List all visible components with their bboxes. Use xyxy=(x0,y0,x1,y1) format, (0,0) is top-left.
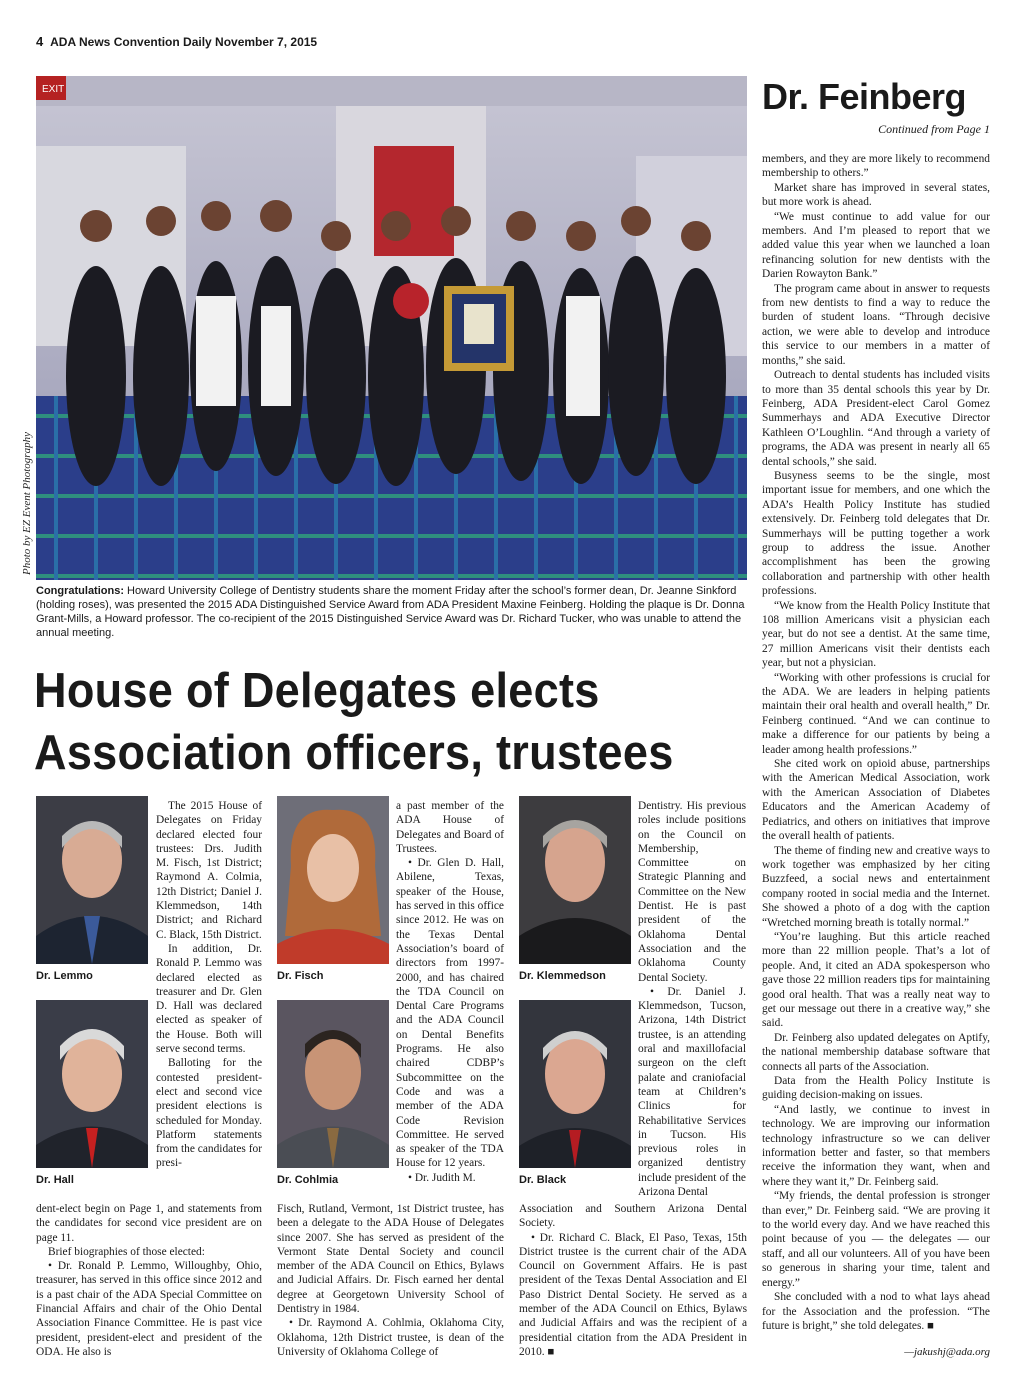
portrait-klemmedson xyxy=(519,796,631,964)
feinberg-paragraph: members, and they are more likely to recommend membership to others.” xyxy=(762,153,990,180)
col1-side-text xyxy=(156,799,262,1171)
col2-side-text xyxy=(396,799,504,1185)
feinberg-paragraph: Data from the Health Policy Institute is guiding decision-making on issues. xyxy=(762,1075,990,1102)
feinberg-paragraph: “Working with other professions is crucial for the ADA. We are leaders in helping patients maintain their oral health and overall health,” Dr. Feinberg continued. “And we can continue to make a difference for our patients by being a leader among health professions.” xyxy=(762,671,990,756)
feinberg-paragraph: The theme of finding new and creative ways to work together was emphasized by her citing Buzzfeed, a social news and entertainment company rooted in social media and the Internet. She showed a photo of a dog with the caption “Wretched morning breath is totally normal.” xyxy=(762,844,990,929)
portrait-fisch xyxy=(277,796,389,964)
article-paragraph: • Dr. Judith M. xyxy=(408,1171,476,1184)
col2-full-text xyxy=(277,1202,504,1359)
group-photo xyxy=(36,76,747,580)
article-paragraph: Balloting for the contested president-elect and second vice president elections is scheduled for Monday. Platform statements from the candidates for presi- xyxy=(156,1057,262,1170)
photo-caption xyxy=(36,584,747,640)
article-paragraph: Association and Southern Arizona Dental Society. xyxy=(519,1203,747,1230)
label-cohlmia: Dr. Cohlmia xyxy=(277,1174,339,1186)
feinberg-paragraph: Dr. Feinberg also updated delegates on Aptify, the national membership database software that connects all parts of the Association. xyxy=(762,1031,990,1073)
hod-headline-line1: House of Delegates elects xyxy=(34,664,600,718)
caption-text: Howard University College of Dentistry students share the moment Friday after the school’s former dean, Dr. Jeanne Sinkford (holding roses), was presented the 2015 ADA Distinguished Service Award from ADA President Maxine Feinberg. Holding the plaque is Dr. Donna Grant-Mills, a Howard professor. The co-recipient of the 2015 Distinguished Service Award was Dr. Richard Tucker, who was unable to attend the annual meeting. xyxy=(36,585,745,639)
feinberg-paragraph: “We must continue to add value for our members. And I’m pleased to report that we added value this year when we launched a loan refinancing solution for new dentists with the Darien Rowayton Bank.” xyxy=(762,210,990,281)
article-paragraph: • Dr. Glen D. Hall, Abilene, Texas, speaker of the House, has served in this office since 2012. He was on the Texas Dental Association’s board of directors from 1997-2000, and has chaired the TDA Council on Dental Care Programs and the ADA Council on Dental Benefits Programs. He also chaired CDBP’s Subcommittee on the Code and was a member of the ADA Code Revision Committee. He served as speaker of the TDA House for 12 years. xyxy=(396,857,504,1170)
exit-sign: EXIT xyxy=(42,84,65,95)
portrait-lemmo xyxy=(36,796,148,964)
continued-from-line: Continued from Page 1 xyxy=(878,122,990,136)
label-black: Dr. Black xyxy=(519,1174,567,1186)
feinberg-paragraph: Busyness seems to be the single, most important issue for members, and one which the ADA’s Health Policy Institute has studied extensively. Dr. Feinberg told delegates that Dr. Summerhays will be putting together a work group to address the issue. Another accomplishment has been the growing collaboration and partnership with other health professions. xyxy=(762,469,990,598)
caption-lead: Congratulations: xyxy=(36,585,124,597)
group-photo-illustration xyxy=(36,76,747,580)
col3-side-text xyxy=(638,799,746,1199)
label-klemmedson: Dr. Klemmedson xyxy=(519,970,606,982)
folio-line: ADA News Convention Daily November 7, 2015 xyxy=(50,35,318,49)
article-paragraph: a past member of the ADA House of Delegates and Board of Trustees. xyxy=(396,800,504,855)
article-paragraph: Fisch, Rutland, Vermont, 1st District trustee, has been a delegate to the ADA House of Delegates since 2007. She has served as president of the Vermont State Dental Society and council member of the ADA Council on Ethics, Bylaws and Judicial Affairs. Dr. Fisch earned her dental degree at Georgetown University School of Dentistry in 1984. xyxy=(277,1203,504,1316)
page-folio xyxy=(36,34,317,49)
feinberg-paragraph: The program came about in answer to requests from new dentists to find a way to reduce the burden of student loans. “Through decisive action, we were able to develop and introduce this service to our members in a matter of months,” she said. xyxy=(762,282,990,367)
feinberg-paragraph: “And lastly, we continue to invest in technology. We are improving our information technology infrastructure so we can deliver information better and faster, so that members receive the information they want, when and where they want it,” Dr. Feinberg said. xyxy=(762,1103,990,1188)
feinberg-paragraph: Market share has improved in several states, but more work is ahead. xyxy=(762,181,990,209)
col1-full-text xyxy=(36,1202,262,1359)
article-paragraph: In addition, Dr. Ronald P. Lemmo was declared elected as treasurer and Dr. Glen D. Hall was declared elected as speaker of the House. Both will serve second terms. xyxy=(156,942,262,1056)
photo-credit-text: Photo by EZ Event Photography xyxy=(21,432,33,575)
feinberg-headline: Dr. Feinberg xyxy=(762,76,967,117)
hod-headline xyxy=(34,660,696,784)
article-paragraph: • Dr. Ronald P. Lemmo, Willoughby, Ohio, treasurer, has served in this office since 2012 and is a past chair of the ADA Special Committee on Financial Affairs and chair of the Ohio Dental Association Finance Committee. He is past vice president, president-elect and president of the ODA. He also is xyxy=(36,1260,262,1358)
portrait-hall xyxy=(36,1000,148,1168)
article-paragraph: The 2015 House of Delegates on Friday declared elected four trustees: Drs. Judith M. Fisch, 1st District; Raymond A. Colmia, 12th District; Daniel J. Klemmedson, 14th District; and Richard C. Black, 15th District. xyxy=(156,800,262,941)
photo-credit xyxy=(14,430,34,590)
article-paragraph: dent-elect begin on Page 1, and statements from the candidates for second vice president are on page 11. xyxy=(36,1203,262,1244)
label-fisch: Dr. Fisch xyxy=(277,970,324,982)
feinberg-paragraph: “You’re laughing. But this article reached more than 22 million people. That’s a lot of people. And, it cited an ADA spokesperson who gave those 22 million readers tips for maintaining good oral health. That was a really neat way to get our message out there in a creative way,” she said. xyxy=(762,930,990,1030)
article-paragraph: • Dr. Richard C. Black, El Paso, Texas, 15th District trustee is the current chair of the ADA Council on Government Affairs. He is past president of the Texas Dental Association and El Paso District Dental Society. He served as a member of the ADA Council on Ethics, Bylaws and Judicial Affairs and was the recipient of a presidential citation from the ADA President in 2010. ■ xyxy=(519,1231,747,1358)
article-paragraph: Dentistry. His previous roles include positions on the Council on Membership, Committee on Strategic Planning and Committee on the New Dentist. He is past president of the Oklahoma Dental Association and the Oklahoma County Dental Society. xyxy=(638,800,746,984)
portrait-cohlmia xyxy=(277,1000,389,1168)
article-paragraph: • Dr. Raymond A. Cohlmia, Oklahoma City, Oklahoma, 12th District trustee, is dean of the University of Oklahoma College of xyxy=(277,1317,504,1358)
feinberg-paragraph: “My friends, the dental profession is stronger than ever,” Dr. Feinberg said. “We are proving it to the world every day. And we have reached this point because of you — the delegates — our staff, and all our volunteers. All of you have been so generous in sharing your time, talent and energy.” xyxy=(762,1190,990,1289)
page-number: 4 xyxy=(36,34,44,49)
article-paragraph: Brief biographies of those elected: xyxy=(48,1245,205,1258)
label-hall: Dr. Hall xyxy=(36,1174,74,1186)
hod-headline-line2: Association officers, trustees xyxy=(34,726,674,780)
feinberg-paragraph: She concluded with a nod to what lays ahead for the Association and the profession. “The future is bright,” she told delegates. ■ xyxy=(762,1291,990,1332)
email-byline: —jakushj@ada.org xyxy=(904,1346,990,1358)
portrait-black xyxy=(519,1000,631,1168)
feinberg-article-body xyxy=(762,152,990,1333)
col3-full-text xyxy=(519,1202,747,1359)
label-lemmo: Dr. Lemmo xyxy=(36,970,93,982)
feinberg-paragraph: Outreach to dental students has included visits to more than 35 dental schools this year by Dr. Feinberg, ADA President-elect Carol Gomez Summerhays and ADA Executive Director Kathleen O’Loughlin. “And through a variety of programs, the ADA was present in nearly all 65 dental schools,” she said. xyxy=(762,369,990,468)
article-paragraph: • Dr. Daniel J. Klemmedson, Tucson, Arizona, 14th District trustee, is an attending oral and maxillofacial surgeon on the cleft palate and craniofacial team at Children’s Clinics for Rehabilitative Services in Tucson. His previous roles in organized dentistry include president of the Arizona Dental xyxy=(638,985,746,1199)
feinberg-paragraph: “We know from the Health Policy Institute that 108 million Americans visit a physician each year, but do not see a dentist. At the same time, 27 million Americans visit their dentists each year, but not a physician. xyxy=(762,599,990,670)
feinberg-paragraph: She cited work on opioid abuse, partnerships with the American Medical Association, work with the American Association of Diabetes Educators and the American Academy of Pediatrics, and others on initiatives that improve the overall health of patients. xyxy=(762,758,990,843)
